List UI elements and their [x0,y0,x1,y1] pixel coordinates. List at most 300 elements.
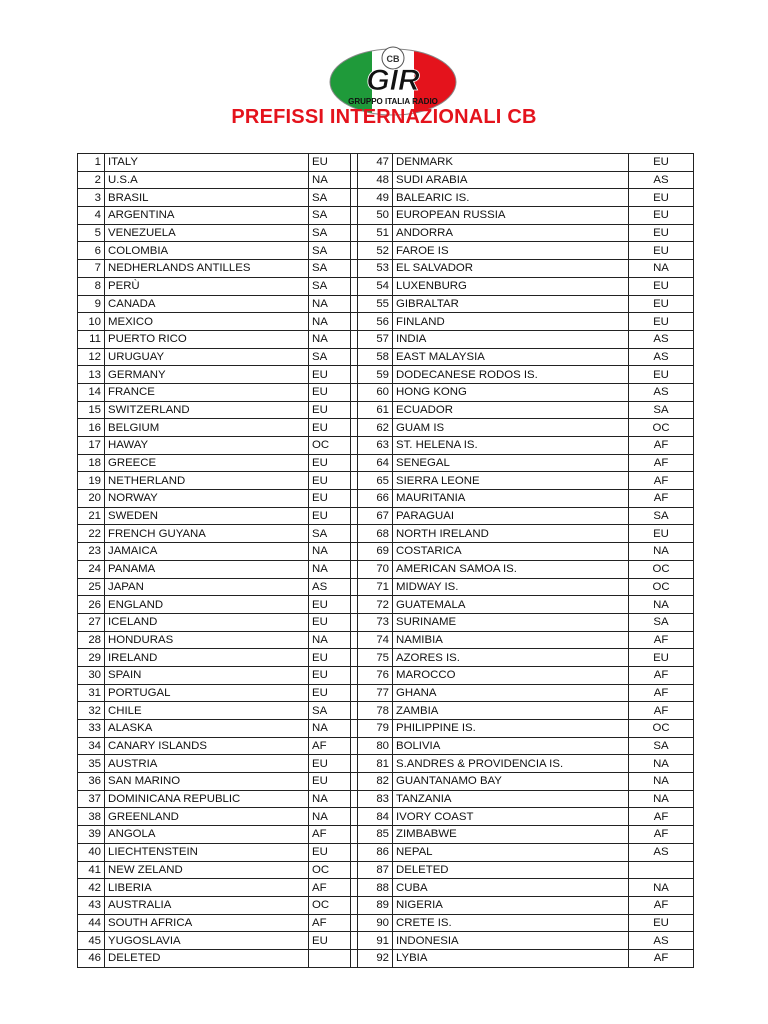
column-gap [351,755,358,773]
country-name: CUBA [393,879,629,897]
continent-code: AS [629,383,694,401]
continent-code: SA [309,277,351,295]
country-name: GHANA [393,684,629,702]
continent-code: EU [309,666,351,684]
continent-code: AF [629,896,694,914]
prefix-number: 19 [78,472,105,490]
column-gap [351,383,358,401]
country-name: NORWAY [105,490,309,508]
prefix-number: 8 [78,277,105,295]
continent-code: EU [629,242,694,260]
prefix-number: 48 [358,171,393,189]
prefix-number: 46 [78,949,105,967]
continent-code: EU [309,507,351,525]
prefix-number: 59 [358,366,393,384]
prefix-number: 86 [358,843,393,861]
continent-code: AF [629,808,694,826]
column-gap [351,773,358,791]
prefix-number: 87 [358,861,393,879]
prefix-number: 38 [78,808,105,826]
column-gap [351,666,358,684]
continent-code: SA [309,189,351,207]
prefix-number: 58 [358,348,393,366]
prefix-number: 70 [358,560,393,578]
continent-code: AF [309,914,351,932]
table-row [78,401,694,419]
table-row [78,383,694,401]
prefix-number: 88 [358,879,393,897]
prefix-number: 56 [358,313,393,331]
prefix-number: 72 [358,596,393,614]
table-row [78,720,694,738]
table-row [78,189,694,207]
prefix-number: 11 [78,330,105,348]
prefix-number: 84 [358,808,393,826]
column-gap [351,861,358,879]
column-gap [351,560,358,578]
prefix-number: 71 [358,578,393,596]
continent-code: EU [629,366,694,384]
column-gap [351,154,358,172]
country-name: COLOMBIA [105,242,309,260]
country-name: FAROE IS [393,242,629,260]
continent-code: SA [309,260,351,278]
country-name: DODECANESE RODOS IS. [393,366,629,384]
continent-code: EU [629,189,694,207]
table-row [78,454,694,472]
prefix-number: 35 [78,755,105,773]
prefix-number: 36 [78,773,105,791]
prefix-number: 28 [78,631,105,649]
country-name: FINLAND [393,313,629,331]
prefix-number: 37 [78,790,105,808]
continent-code: OC [309,437,351,455]
continent-code: EU [629,224,694,242]
column-gap [351,702,358,720]
country-name: INDIA [393,330,629,348]
country-name: EUROPEAN RUSSIA [393,207,629,225]
prefix-number: 13 [78,366,105,384]
country-name: DOMINICANA REPUBLIC [105,790,309,808]
country-name: AMERICAN SAMOA IS. [393,560,629,578]
continent-code: NA [309,720,351,738]
logo-subtitle: GRUPPO ITALIA RADIO [348,97,438,106]
continent-code: AF [629,702,694,720]
country-name: JAMAICA [105,543,309,561]
table-row [78,879,694,897]
continent-code: NA [309,631,351,649]
prefix-number: 62 [358,419,393,437]
prefix-number: 42 [78,879,105,897]
table-row [78,543,694,561]
prefix-number: 12 [78,348,105,366]
table-row [78,313,694,331]
column-gap [351,260,358,278]
table-row [78,366,694,384]
prefix-number: 68 [358,525,393,543]
country-name: ALASKA [105,720,309,738]
prefix-number: 45 [78,932,105,950]
continent-code: NA [309,808,351,826]
column-gap [351,366,358,384]
prefix-number: 49 [358,189,393,207]
continent-code: EU [309,383,351,401]
continent-code: AF [309,826,351,844]
continent-code: EU [309,755,351,773]
continent-code: NA [309,330,351,348]
column-gap [351,348,358,366]
continent-code: EU [309,932,351,950]
prefix-number: 18 [78,454,105,472]
country-name: BALEARIC IS. [393,189,629,207]
country-name: ECUADOR [393,401,629,419]
continent-code: AS [629,843,694,861]
country-name: ICELAND [105,613,309,631]
continent-code: EU [309,401,351,419]
column-gap [351,631,358,649]
continent-code: SA [629,613,694,631]
prefix-number: 81 [358,755,393,773]
country-name: DELETED [105,949,309,967]
prefix-number: 22 [78,525,105,543]
country-name: GERMANY [105,366,309,384]
prefix-number: 2 [78,171,105,189]
table-row [78,295,694,313]
continent-code: NA [629,543,694,561]
country-name: YUGOSLAVIA [105,932,309,950]
country-name: FRANCE [105,383,309,401]
country-name: SURINAME [393,613,629,631]
country-name: HONDURAS [105,631,309,649]
prefix-number: 53 [358,260,393,278]
country-name: ENGLAND [105,596,309,614]
column-gap [351,472,358,490]
continent-code: EU [309,684,351,702]
column-gap [351,684,358,702]
continent-code: AF [629,472,694,490]
continent-code: EU [629,525,694,543]
country-name: LYBIA [393,949,629,967]
table-row [78,154,694,172]
country-name: NEDHERLANDS ANTILLES [105,260,309,278]
table-row [78,490,694,508]
table-row [78,437,694,455]
prefix-number: 7 [78,260,105,278]
continent-code: SA [309,207,351,225]
continent-code: NA [309,543,351,561]
column-gap [351,207,358,225]
column-gap [351,613,358,631]
prefix-number: 60 [358,383,393,401]
country-name: COSTARICA [393,543,629,561]
country-name: FRENCH GUYANA [105,525,309,543]
country-name: U.S.A [105,171,309,189]
prefix-number: 75 [358,649,393,667]
prefix-number: 50 [358,207,393,225]
column-gap [351,490,358,508]
column-gap [351,507,358,525]
column-gap [351,189,358,207]
table-row [78,737,694,755]
table-row [78,702,694,720]
table-row [78,649,694,667]
continent-code: EU [309,472,351,490]
country-name: TANZANIA [393,790,629,808]
country-name: AUSTRIA [105,755,309,773]
prefix-number: 76 [358,666,393,684]
prefix-number: 79 [358,720,393,738]
continent-code: SA [309,525,351,543]
country-name: NETHERLAND [105,472,309,490]
prefix-number: 80 [358,737,393,755]
continent-code: AF [629,684,694,702]
column-gap [351,313,358,331]
prefix-number: 6 [78,242,105,260]
country-name: GUANTANAMO BAY [393,773,629,791]
continent-code: NA [309,790,351,808]
country-name: GREENLAND [105,808,309,826]
country-name: CHILE [105,702,309,720]
table-row [78,826,694,844]
continent-code: EU [309,649,351,667]
continent-code: EU [309,843,351,861]
country-name: SPAIN [105,666,309,684]
continent-code: AF [629,437,694,455]
prefix-number: 3 [78,189,105,207]
prefix-number: 17 [78,437,105,455]
table-row [78,260,694,278]
country-name: NEPAL [393,843,629,861]
table-row [78,596,694,614]
continent-code: SA [309,224,351,242]
continent-code: EU [309,773,351,791]
country-name: SIERRA LEONE [393,472,629,490]
table-row [78,861,694,879]
prefix-number: 23 [78,543,105,561]
column-gap [351,454,358,472]
country-name: SAN MARINO [105,773,309,791]
column-gap [351,737,358,755]
country-name: PUERTO RICO [105,330,309,348]
prefix-number: 30 [78,666,105,684]
country-name: GUATEMALA [393,596,629,614]
country-name: SUDI ARABIA [393,171,629,189]
country-name: LUXENBURG [393,277,629,295]
logo-badge: CB [386,54,400,64]
continent-code: AS [629,348,694,366]
table-row [78,507,694,525]
country-name: SENEGAL [393,454,629,472]
continent-code: AS [629,330,694,348]
country-name: PANAMA [105,560,309,578]
column-gap [351,896,358,914]
prefix-number: 67 [358,507,393,525]
continent-code: NA [629,773,694,791]
table-row [78,224,694,242]
continent-code: NA [629,879,694,897]
prefix-number: 21 [78,507,105,525]
country-name: ANGOLA [105,826,309,844]
table-row [78,277,694,295]
prefix-number: 74 [358,631,393,649]
prefix-number: 82 [358,773,393,791]
country-name: EL SALVADOR [393,260,629,278]
continent-code: SA [309,348,351,366]
column-gap [351,525,358,543]
prefix-number: 20 [78,490,105,508]
continent-code: EU [309,613,351,631]
prefix-number: 29 [78,649,105,667]
prefix-number: 73 [358,613,393,631]
continent-code: EU [629,295,694,313]
column-gap [351,401,358,419]
country-name: BOLIVIA [393,737,629,755]
continent-code: NA [309,560,351,578]
continent-code: EU [309,490,351,508]
prefix-number: 31 [78,684,105,702]
table-row [78,684,694,702]
country-name: NAMIBIA [393,631,629,649]
country-name: SOUTH AFRICA [105,914,309,932]
country-name: URUGUAY [105,348,309,366]
country-name: HONG KONG [393,383,629,401]
column-gap [351,437,358,455]
country-name: NEW ZELAND [105,861,309,879]
column-gap [351,826,358,844]
prefix-number: 52 [358,242,393,260]
continent-code: AS [629,171,694,189]
continent-code: OC [629,720,694,738]
column-gap [351,843,358,861]
prefix-number: 33 [78,720,105,738]
continent-code: OC [309,896,351,914]
continent-code: AF [629,631,694,649]
continent-code: OC [629,560,694,578]
prefix-number: 4 [78,207,105,225]
country-name: INDONESIA [393,932,629,950]
table-row [78,790,694,808]
logo-text: GIR [366,64,420,97]
prefix-number: 66 [358,490,393,508]
country-name: ITALY [105,154,309,172]
country-name: DENMARK [393,154,629,172]
continent-code: SA [309,242,351,260]
prefix-number: 41 [78,861,105,879]
country-name: ST. HELENA IS. [393,437,629,455]
column-gap [351,277,358,295]
table-row [78,330,694,348]
table-row [78,207,694,225]
table-row [78,242,694,260]
continent-code: AF [629,454,694,472]
column-gap [351,720,358,738]
country-name: SWEDEN [105,507,309,525]
table-row [78,171,694,189]
country-name: BRASIL [105,189,309,207]
continent-code: EU [309,154,351,172]
prefix-number: 5 [78,224,105,242]
country-name: PORTUGAL [105,684,309,702]
table-row [78,949,694,967]
table-row [78,773,694,791]
column-gap [351,419,358,437]
table-row [78,525,694,543]
continent-code [309,949,351,967]
country-name: JAPAN [105,578,309,596]
prefix-number: 10 [78,313,105,331]
prefix-number: 90 [358,914,393,932]
prefix-number: 25 [78,578,105,596]
continent-code [629,861,694,879]
table-row [78,896,694,914]
table-row [78,613,694,631]
column-gap [351,879,358,897]
country-name: ARGENTINA [105,207,309,225]
continent-code: AF [629,666,694,684]
column-gap [351,543,358,561]
prefix-number: 78 [358,702,393,720]
prefix-number: 63 [358,437,393,455]
prefix-number: 14 [78,383,105,401]
continent-code: EU [629,313,694,331]
continent-code: EU [309,596,351,614]
continent-code: AF [309,737,351,755]
continent-code: EU [629,914,694,932]
country-name: PARAGUAI [393,507,629,525]
continent-code: AF [629,949,694,967]
column-gap [351,596,358,614]
country-name: DELETED [393,861,629,879]
country-name: LIECHTENSTEIN [105,843,309,861]
country-name: HAWAY [105,437,309,455]
column-gap [351,171,358,189]
prefix-number: 16 [78,419,105,437]
continent-code: AF [629,490,694,508]
country-name: CANADA [105,295,309,313]
prefix-number: 65 [358,472,393,490]
continent-code: OC [309,861,351,879]
country-name: ZAMBIA [393,702,629,720]
country-name: MIDWAY IS. [393,578,629,596]
prefix-number: 1 [78,154,105,172]
country-name: SWITZERLAND [105,401,309,419]
column-gap [351,914,358,932]
table-row [78,932,694,950]
column-gap [351,295,358,313]
continent-code: EU [629,277,694,295]
prefix-number: 69 [358,543,393,561]
prefix-number: 15 [78,401,105,419]
prefix-number: 39 [78,826,105,844]
continent-code: AF [629,826,694,844]
prefix-number: 89 [358,896,393,914]
continent-code: NA [629,755,694,773]
prefix-number: 57 [358,330,393,348]
country-name: MAURITANIA [393,490,629,508]
country-name: GIBRALTAR [393,295,629,313]
continent-code: EU [629,207,694,225]
prefix-number: 91 [358,932,393,950]
country-name: GREECE [105,454,309,472]
continent-code: EU [629,154,694,172]
country-name: MEXICO [105,313,309,331]
table-row [78,578,694,596]
prefix-number: 24 [78,560,105,578]
continent-code: EU [309,366,351,384]
continent-code: SA [629,401,694,419]
prefix-number: 92 [358,949,393,967]
prefix-number: 34 [78,737,105,755]
